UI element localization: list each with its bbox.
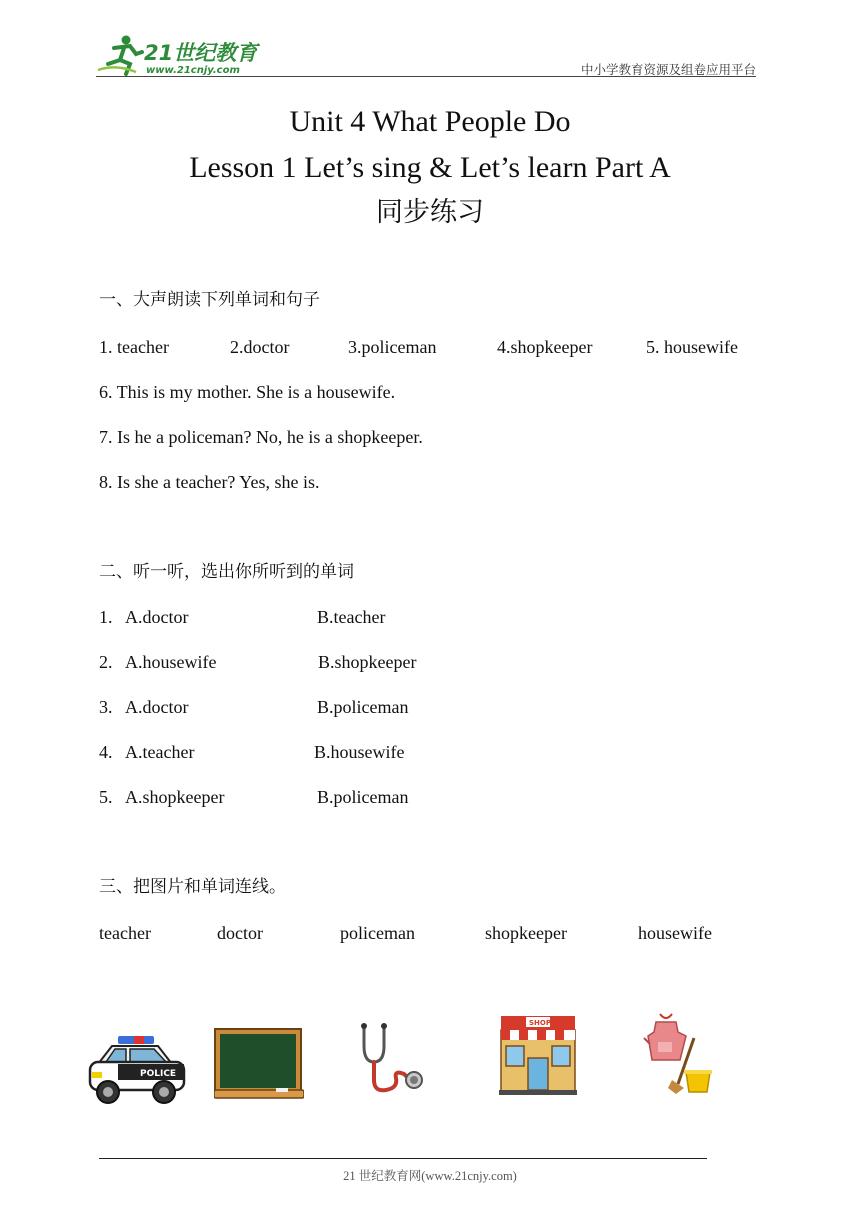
police-car-picture (88, 1034, 186, 1106)
exercise-subtitle: 同步练习 (376, 197, 484, 228)
choice-row (0, 786, 860, 808)
match-word: policeman (340, 923, 415, 943)
choice-option-a: A.doctor (125, 697, 189, 717)
choice-number: 3. (99, 697, 113, 717)
word-item: 1. teacher (99, 337, 169, 357)
match-word: doctor (217, 923, 263, 943)
sentence-item: 6. This is my mother. She is a housewife. (99, 382, 396, 402)
shop-sign-label: SHOP (529, 1019, 551, 1027)
match-word: teacher (99, 923, 151, 943)
choice-row (0, 606, 860, 628)
housewife-tools-picture (640, 1010, 712, 1096)
stethoscope-picture (356, 1022, 428, 1096)
word-item: 3.policeman (348, 337, 437, 357)
choice-number: 5. (99, 787, 113, 807)
blackboard-picture (214, 1028, 304, 1100)
logo-url: www.21cnjy.com (146, 65, 240, 76)
shop-picture (498, 1014, 578, 1096)
choice-option-b: B.housewife (314, 742, 405, 762)
choice-number: 2. (99, 652, 113, 672)
choice-option-a: A.doctor (125, 607, 189, 627)
match-word: housewife (638, 923, 712, 943)
choice-option-b: B.shopkeeper (318, 652, 417, 672)
word-item: 2.doctor (230, 337, 290, 357)
match-word: shopkeeper (485, 923, 567, 943)
choice-row (0, 741, 860, 763)
choice-option-a: A.shopkeeper (125, 787, 225, 807)
footer-divider (99, 1158, 707, 1159)
section3-heading: 三、把图片和单词连线。 (99, 877, 286, 897)
match-word-row (0, 922, 860, 944)
sentence-item: 8. Is she a teacher? Yes, she is. (99, 472, 320, 492)
site-logo (96, 34, 266, 78)
section2-heading: 二、听一听，选出你所听到的单词 (99, 562, 354, 582)
runner-icon (98, 36, 142, 75)
word-item: 4.shopkeeper (497, 337, 593, 357)
choice-number: 1. (99, 607, 113, 627)
choice-option-b: B.teacher (317, 607, 386, 627)
section1-heading: 一、大声朗读下列单词和句子 (99, 290, 320, 310)
word-item: 5. housewife (646, 337, 738, 357)
choice-row (0, 651, 860, 673)
choice-option-a: A.teacher (125, 742, 195, 762)
lesson-title: Lesson 1 Let’s sing & Let’s learn Part A (189, 151, 671, 184)
footer-text: 21 世纪教育网(www.21cnjy.com) (343, 1169, 517, 1183)
unit-title: Unit 4 What People Do (289, 105, 571, 138)
choice-option-a: A.housewife (125, 652, 217, 672)
header-platform-text: 中小学教育资源及组卷应用平台 (580, 62, 756, 77)
police-label: POLICE (140, 1069, 177, 1079)
section1-word-row (0, 336, 860, 358)
logo-text: 21世纪教育 (144, 41, 258, 65)
header-divider (96, 76, 756, 77)
choice-option-b: B.policeman (317, 697, 409, 717)
choice-row (0, 696, 860, 718)
choice-option-b: B.policeman (317, 787, 409, 807)
choice-number: 4. (99, 742, 113, 762)
sentence-item: 7. Is he a policeman? No, he is a shopkeeper. (99, 427, 423, 447)
